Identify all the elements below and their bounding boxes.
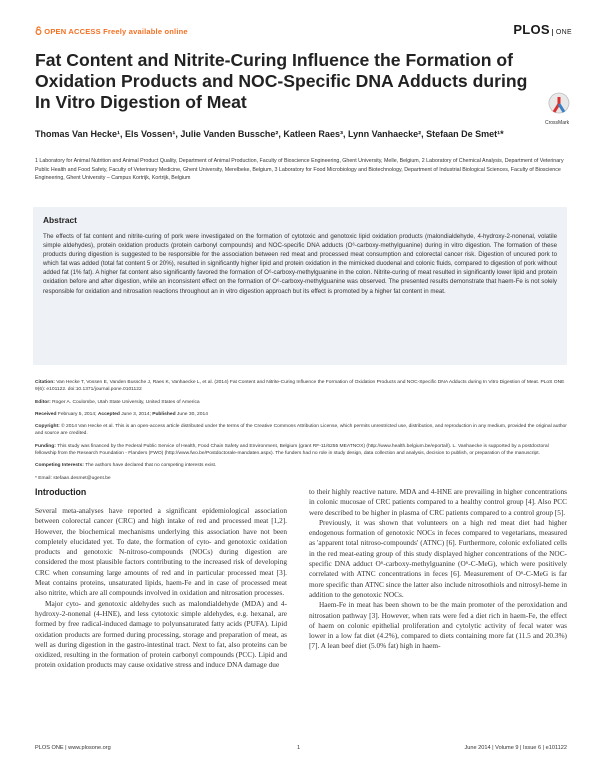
open-access-badge bbox=[35, 26, 188, 36]
open-access-label: OPEN ACCESS bbox=[44, 27, 101, 36]
affiliations bbox=[35, 157, 570, 183]
paragraph: Several meta-analyses have reported a significant epidemiological association between colorectal cancer (CRC) and high intake of red and processed meat [1,2]. However, the biochemical mechanisms underlying this association have not been completely elucidated yet. To date, the formation of cyto- and genotoxic oxidation products and genotoxic N-nitroso-compounds (NOCs) during digestion are considered the most plausible factors contributing to the increased risk of developing CRC when consuming large amounts of red and in particular processed meat [3]. Meat contains proteins, unsaturated lipids, haem-Fe and in case of processed meat also nitrite, which are all compounds involved in oxidation and nitrosation processes. bbox=[35, 506, 287, 598]
body-column-right bbox=[309, 487, 567, 652]
journal-header bbox=[35, 22, 572, 40]
journal-logo bbox=[513, 22, 572, 37]
competing-interests: Competing Interests: The authors have declared that no competing interests exist. bbox=[35, 463, 217, 469]
editor: Editor: Roger A. Coulombe, Utah State University, United States of America bbox=[35, 399, 200, 405]
affiliation-1: 1 Laboratory for Animal Nutrition and Animal Product Quality, Department of Animal Production, Faculty of Bioscience Engineering, Ghent University, Melle, Belgium, bbox=[35, 158, 421, 164]
footer-journal-site: PLOS ONE | www.plosone.org bbox=[35, 745, 111, 751]
crossmark-badge[interactable] bbox=[545, 92, 574, 126]
paragraph: Previously, it was shown that volunteers on a high red meat diet had higher endogenous formation of genotoxic NOCs in feces compared to vegetarians, measured as 'apparent total nitroso-compounds' (ATNC) [6]. Furthermore, colonic exfoliated cells in the red meat-eating group of this study displayed higher concentrations of the NOC-specific DNA adduct O⁶-carboxy-methylguanine (O⁶-C-MeG), which were positively correlated with ATNC concentrations in feces [6]. Measurement of O⁶-C-MeG is far more specific than ATNC since the latter also include nitrosothiols and nitrosyl-heme in addition to the genotoxic NOCs. bbox=[309, 517, 567, 599]
journal-suffix: ONE bbox=[552, 29, 572, 36]
citation: Citation: Van Hecke T, Vossen E, Vanden Bussche J, Raes K, Vanhaecke L, et al. (2014) Fat Content and Nitrite-Curing Influence the Formation of Oxidation Products and NOC-Specific DNA Adducts during In Vitro Digestion of Meat. PLoS ONE 9(6): e101122. doi:10.1371/journal.pone.0101122 bbox=[35, 380, 565, 393]
journal-name: PLOS bbox=[513, 22, 550, 37]
affiliation-2: 2 Laboratory of Chemical Analysis, Department of Veterinary Public Health and Food Safety, Faculty of Veterinary Medicine, Ghent University, Merelbeke, Belgium, bbox=[35, 158, 564, 173]
crossmark-label: CrossMark bbox=[545, 120, 570, 126]
footer-issue: June 2014 | Volume 9 | Issue 6 | e101122 bbox=[464, 745, 567, 751]
paragraph: to their highly reactive nature. MDA and 4-HNE are prevailing in higher concentrations in colonic mucosae of CRC patients compared to a healthy control group [4]. Also PCC were described to be higher in plasma of CRC patients compared to a control group [5]. bbox=[309, 487, 567, 517]
page-number: 1 bbox=[297, 745, 301, 751]
affiliation-3: 3 Laboratory for Food Microbiology and Biotechnology, Department of Industrial Biological Sciences, Faculty of Bioscience Engineering, Ghent University – Campus Kortrijk, Kortrijk, Belgium bbox=[35, 166, 561, 182]
abstract-text: The effects of fat content and nitrite-curing of pork were investigated on the formation of cytotoxic and genotoxic lipid oxidation products (malondialdehyde, 4-hydroxy-2-nonenal, volatile simple aldehydes), protein oxidation products (protein carbonyl compounds) and NOC-specific DNA adducts (O⁶-carboxy-methylguanine) during in vitro digestion. The formation of these products during digestion is suggested to be responsible for the association between red meat and processed meat consumption and colorectal cancer risk. Digestion of uncured pork to which fat was added (total fat content 5 or 20%), resulted in significantly higher lipid and protein oxidation in the mimicked duodenal and colonic fluids, compared to digestion of pork without added fat (1% fat). A higher fat content also significantly favored the formation of O⁶-carboxy-methylguanine in the colon. Nitrite-curing of meat resulted in significantly lower lipid and protein oxidation before and after digestion, while an inconsistent effect on the formation of O⁶-carboxy-methylguanine was observed. The presented results demonstrate that haem-Fe is not solely responsible for oxidation and nitrosation reactions throughout an in vitro digestion approach but its effect is promoted by a higher fat content in meat. bbox=[43, 233, 557, 295]
paragraph: Haem-Fe in meat has been shown to be the main promoter of the peroxidation and nitrosation pathway [3]. However, when rats were fed a diet rich in haem-Fe, the effect of haem on colonic epithelial proliferation and cytolytic activity of fecal water was lower in a low fat diet (4.2%), compared to diets containing more fat (11.5 and 20.3%) [7]. A lean beef diet (5.0% fat) high in haem- bbox=[309, 600, 567, 651]
freely-available-label: Freely available online bbox=[103, 27, 188, 36]
dates: Received February 5, 2014; Accepted June 3, 2014; Published June 30, 2014 bbox=[35, 411, 208, 417]
open-access-icon bbox=[35, 27, 44, 36]
paragraph: Major cyto- and genotoxic aldehydes such as malondialdehyde (MDA) and 4-hydroxy-2-nonenal (4-HNE), and less cytotoxic simple aldehydes, e.g. hexanal, are formed by free radical-induced damage to polyunsaturated fatty acids (PUFA). Lipid oxidation products are formed during processing, storage and preparation of meat, as well as during digestion in the gastro-intestinal tract. Next to fat, also proteins can be oxidized, resulting in the formation of protein carbonyl compounds (PCC). Lipid and protein oxidation products may cause oxidative stress and induce DNA damage due bbox=[35, 598, 287, 670]
body-column-left bbox=[35, 506, 287, 671]
abstract-heading: Abstract bbox=[43, 215, 77, 225]
copyright: Copyright: © 2014 Van Hecke et al. This is an open-access article distributed under the terms of the Creative Commons Attribution License, which permits unrestricted use, distribution, and reproduction in any medium, provided the original author and source are credited. bbox=[35, 424, 567, 437]
article-title: Fat Content and Nitrite-Curing Influence the Formation of Oxidation Products and NOC-Specific DNA Adducts during In Vitro Digestion of Meat bbox=[35, 50, 528, 112]
introduction-heading: Introduction bbox=[35, 487, 87, 497]
article-metadata bbox=[35, 379, 567, 487]
corresponding-email: * Email: stefaan.desmet@ugent.be bbox=[35, 475, 111, 481]
funding: Funding: This study was financed by the Federal Public Service of Health, Food Chain Safety and Environment, Belgium (grant RF-11/6255 MEATNOX) (http://www.health.belgium.be/eportal/). L. Vanhaecke is supported by a postdoctoral fellowship from the Research Foundation - Flanders (FWO) (http://www.fwo.be/Postdoctorale-mandaten.aspx). The funders had no role in study design, data collection and analysis, decision to publish, or preparation of the manuscript. bbox=[35, 443, 549, 457]
abstract-box bbox=[33, 207, 567, 365]
crossmark-icon bbox=[548, 92, 570, 118]
author-list: Thomas Van Hecke¹, Els Vossen¹, Julie Vanden Bussche², Katleen Raes³, Lynn Vanhaecke², Stefaan De Smet¹* bbox=[35, 129, 504, 139]
